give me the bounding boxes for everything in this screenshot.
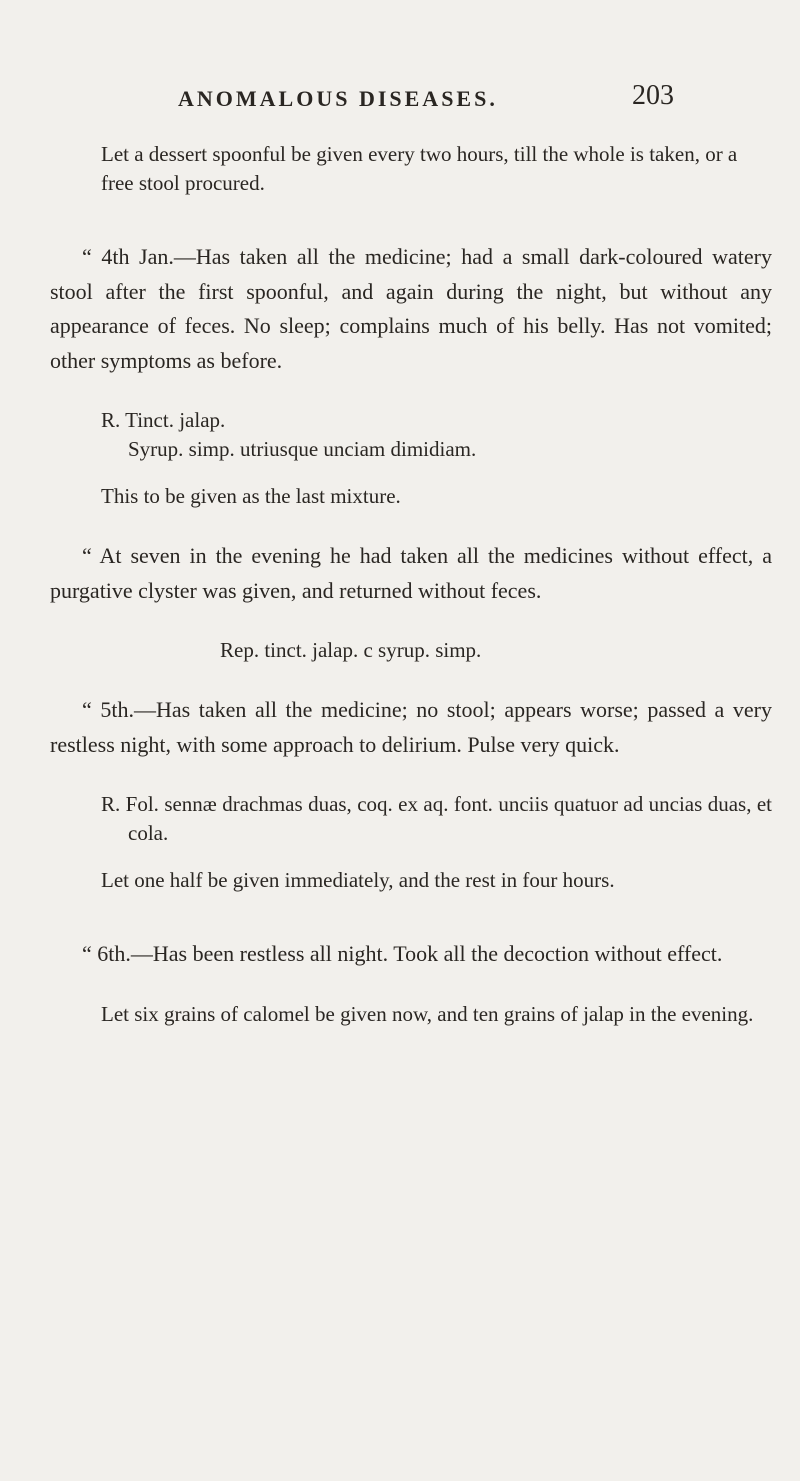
case-entry-jan-4: “ 4th Jan.—Has taken all the medicine; had a small dark-coloured watery stool after the first spoonful, and again during the night, but without any appearance of feces. No sleep; complains much of his belly. Has not vomited; other symptoms as before. xyxy=(50,244,772,373)
case-entry-6th: “ 6th.—Has been restless all night. Took all the decoction without effect. xyxy=(82,941,723,966)
repeat-prescription: Rep. tinct. jalap. c syrup. simp. xyxy=(220,638,482,662)
page-number: 203 xyxy=(632,80,674,111)
case-entry-5th: “ 5th.—Has taken all the medicine; no stool; appears worse; passed a very restless night, with some approach to delirium. Pulse very quick. xyxy=(50,697,772,757)
instruction-paragraph-1: Let a dessert spoonful be given every two hours, till the whole is taken, or a free stool procured. xyxy=(101,142,738,195)
prescription-1-line-1: R. Tinct. jalap. xyxy=(101,408,226,432)
prescription-1-line-2: Syrup. simp. utriusque unciam dimidiam. xyxy=(128,437,477,461)
running-head xyxy=(0,80,800,126)
instruction-paragraph-3: Let one half be given immediately, and the rest in four hours. xyxy=(101,868,615,892)
prescription-1 xyxy=(50,406,772,464)
case-entry-evening: “ At seven in the evening he had taken all the medicines without effect, a purgative clyster was given, and returned without feces. xyxy=(50,543,772,603)
body-text xyxy=(50,140,772,1029)
prescription-2 xyxy=(50,790,772,848)
instruction-paragraph-4: Let six grains of calomel be given now, and ten grains of jalap in the evening. xyxy=(101,1001,754,1026)
instruction-paragraph-2: This to be given as the last mixture. xyxy=(101,484,401,508)
running-title: ANOMALOUS DISEASES. xyxy=(178,86,498,111)
prescription-2-text: R. Fol. sennæ drachmas duas, coq. ex aq. font. unciis quatuor ad uncias duas, et cola. xyxy=(101,792,772,845)
